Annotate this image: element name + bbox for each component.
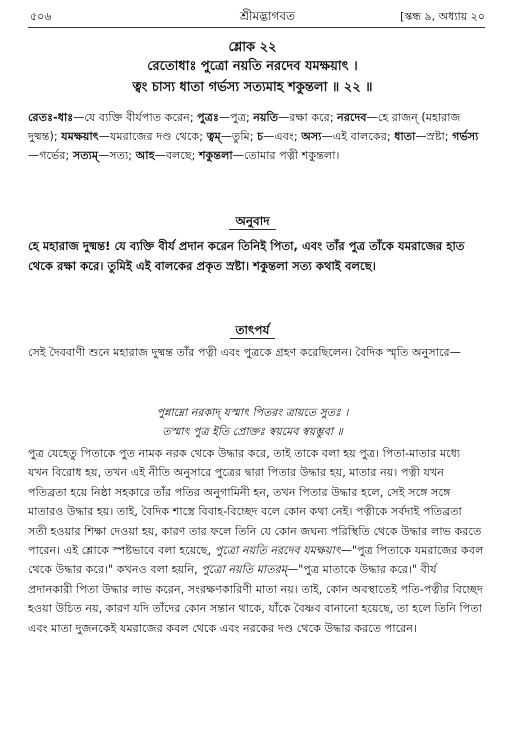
translation-paragraph: হে মহারাজ দুষ্মন্ত! যে ব্যক্তি বীর্য প্রদান করেন তিনিই পিতা, এবং তাঁর পুত্র তাঁকে যমরাজের হাত থেকে রক্ষা করে। তুমিই এই বালকের প্রকৃত স্রষ্টা। শকুন্তলা সত্য কথাই বলছে। xyxy=(28,239,465,273)
page-header xyxy=(30,8,485,26)
purport-heading xyxy=(0,322,505,342)
synonym-term: পুত্রঃ xyxy=(197,111,219,124)
quote-line-1: পুন্নাম্নো নরকাদ্ যস্মাৎ পিতরং ত্রায়তে সুতঃ । xyxy=(156,406,349,419)
translation-heading-text: অনুবাদ xyxy=(229,214,275,230)
synonym-meaning: —সত্য; xyxy=(98,149,136,162)
synonym-term: অস্য xyxy=(301,130,322,143)
page-number: ৫০৬ xyxy=(30,10,52,23)
synonym-term: সত্যম্ xyxy=(72,149,99,162)
synonym-term: চ xyxy=(257,130,264,143)
purport-text-2: —"পুত্র পিতাকে যমরাজের কবল থেকে উদ্ধার করে।" কখনও বলা হয়নি, xyxy=(28,544,484,577)
synonym-term: গর্ভস্য xyxy=(452,130,479,143)
synonym-term: নরদেব xyxy=(337,111,367,124)
synonym-meaning: —হে রাজন্ (মহারাজ দুষ্মন্ত); xyxy=(28,111,461,143)
synonym-term: শকুন্তলা xyxy=(198,149,233,162)
synonyms-paragraph xyxy=(28,108,484,165)
synonym-term: ধাতা xyxy=(394,130,416,143)
purport-italic-1: পুত্রো নয়তি নরদেব যমক্ষয়াৎ xyxy=(214,544,341,558)
synonym-meaning: —রক্ষা করে; xyxy=(278,111,338,124)
synonym-term: আহ xyxy=(135,149,155,162)
verse-title: শ্লোক ২২ xyxy=(228,40,277,55)
verse-line-2: ত্বং চাস্য ধাতা গর্ভস্য সত্যমাহ শকুন্তলা ॥ ২২ ॥ xyxy=(132,80,373,95)
synonym-meaning: —এই বালকের; xyxy=(321,130,395,143)
synonym-meaning: —তোমার পত্নী শকুন্তলা। xyxy=(232,149,340,162)
purport-heading-text: তাৎপর্য xyxy=(230,323,276,339)
verse-line-1: রেতোধাঃ পুত্রো নয়তি নরদেব যমক্ষয়াৎ । xyxy=(147,59,358,74)
synonym-term: নয়তি xyxy=(253,111,279,124)
synonym-meaning: —যে ব্যক্তি বীর্যপাত করেন; xyxy=(73,111,198,124)
quote-line-2: তস্মাৎ পুত্র ইতি প্রোক্তঃ স্বয়মেব স্বয়ম্ভুবা ॥ xyxy=(162,425,343,438)
synonym-term: যমক্ষয়াৎ xyxy=(61,130,99,143)
header-rule xyxy=(28,27,485,28)
purport-intro: সেই দৈববাণী শুনে মহারাজ দুষ্মন্ত তাঁর পত্নী এবং পুত্রকে গ্রহণ করেছিলেন। বৈদিক স্মৃতি অনুসারে— xyxy=(28,346,461,359)
purport-body xyxy=(28,444,484,638)
purport-italic-2: পুত্রো নয়তি মাতরম্ xyxy=(201,563,287,577)
synonym-meaning: —গর্ভের; xyxy=(28,149,73,162)
synonym-meaning: —বলছে; xyxy=(154,149,199,162)
synonym-meaning: —তুমি; xyxy=(220,130,258,143)
purport-text-1: পুত্র যেহেতু পিতাকে পুত নামক নরক থেকে উদ্ধার করে, তাই তাকে বলা হয় পুত্র। পিতা-মাতার মধ্যে যখন বিরোধ হয়, তখন এই নীতি অনুসারে পুত্রের দ্বারা পিতার উদ্ধার হয়, মাতার নয়। পত্নী যখন পতিব্রতা হয়ে নিষ্ঠা সহকারে তাঁর পতির অনুগামিনী হন, তখন পিতার উদ্ধার হলে, সেই সঙ্গে সঙ্গে মাতারও উদ্ধার হয়। তাই, বৈদিক শাস্ত্রে বিবাহ-বিচ্ছেদ বলে কোন কথা নেই। পত্নীকে সর্বদাই পতিব্রতা সতী হওয়ার শিক্ষা দেওয়া হয়, কারণ তার ফলে তিনি যে কোন জঘন্য পরিস্থিতি থেকে উদ্ধার লাভ করতে পারেন। এই শ্লোকে স্পষ্টভাবে বলা হয়েছে, xyxy=(28,447,482,558)
canto-chapter: [স্কন্ধ ৯, অধ্যায় ২০ xyxy=(400,10,485,23)
synonym-meaning: —স্রষ্টা; xyxy=(415,130,453,143)
purport-text-3: —"পুত্র মাতাকে উদ্ধার করে।" বীর্য প্রদানকারী পিতা উদ্ধার লাভ করেন, সংরক্ষণকারিণী মাতা নয়। তাই, কোন অবস্থাতেই পতি-পত্নীর বিচ্ছেদ হওয়া উচিত নয়, কারণ যদি তাঁদের কোন সন্তান থাকে, যাঁকে বৈষ্ণব বানানো হয়েছে, তা হলে তিনি পিতা এবং মাতা দুজনকেই যমরাজের কবল থেকে এবং নরকের দণ্ড থেকে উদ্ধার করতে পারেন। xyxy=(28,563,483,635)
translation-heading xyxy=(0,213,505,233)
synonym-meaning: —এবং; xyxy=(263,130,302,143)
synonym-meaning: —যমরাজের দণ্ড থেকে; xyxy=(98,130,207,143)
book-title: শ্রীমদ্ভাগবত xyxy=(240,9,296,23)
synonym-term: রেতঃ-ধাঃ xyxy=(28,111,74,124)
synonym-meaning: —পুত্র; xyxy=(218,111,254,124)
synonym-term: ত্বম্ xyxy=(206,130,221,143)
